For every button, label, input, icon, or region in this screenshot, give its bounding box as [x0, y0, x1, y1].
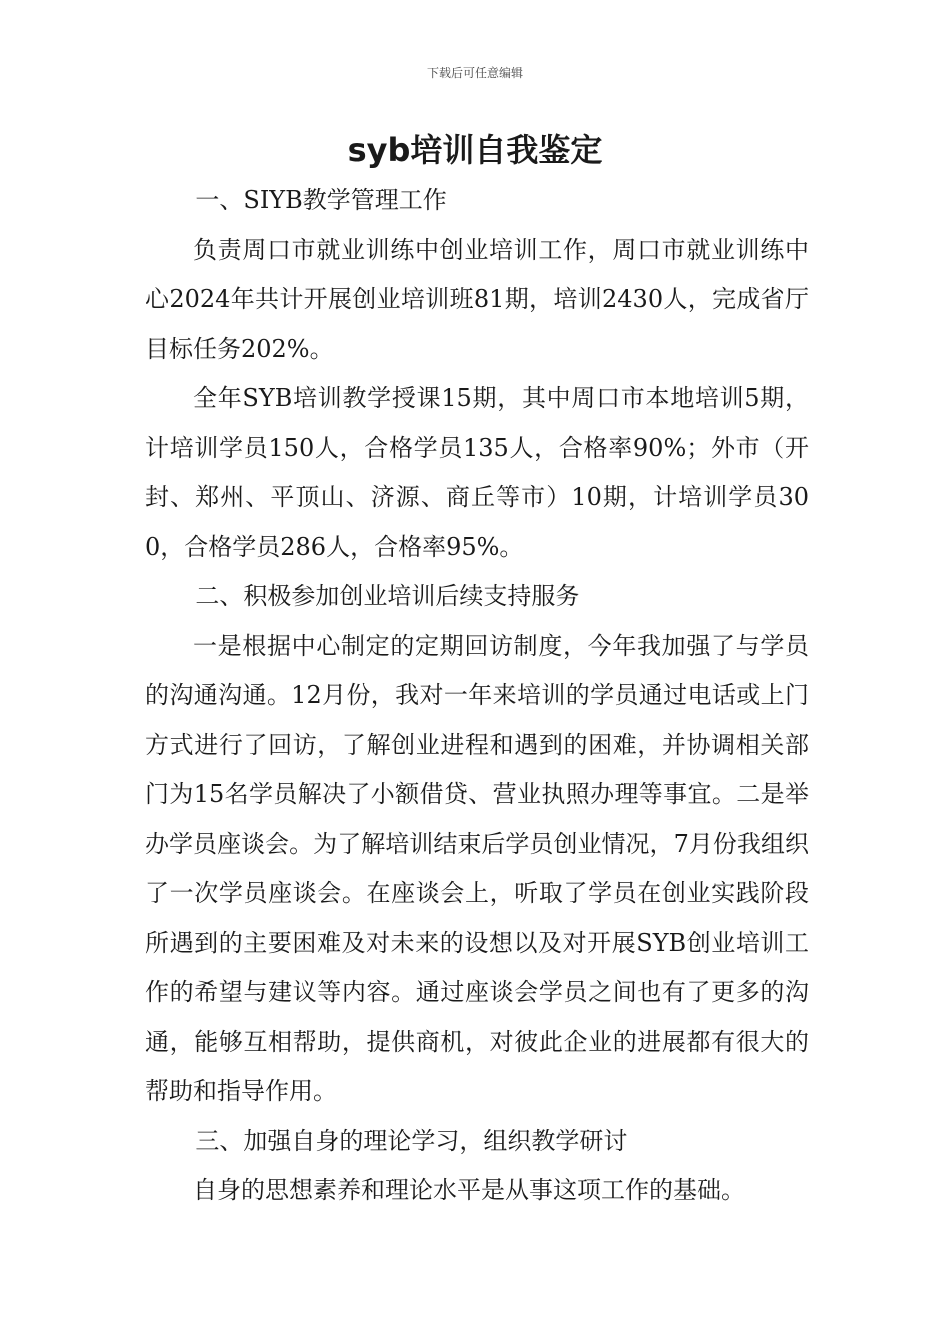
- header-note: 下载后可任意编辑: [426, 66, 523, 80]
- section-heading-3: 三、加强自身的理论学习，组织教学研讨: [195, 1126, 628, 1155]
- paragraph-1: 负责周口市就业训练中创业培训工作，周口市就业训练中心2024年共计开展创业培训班81期，培训2430人，完成省厅目标任务202%。: [145, 235, 809, 363]
- paragraph-4: 自身的思想素养和理论水平是从事这项工作的基础。: [193, 1176, 745, 1204]
- paragraph-2: 全年SYB培训教学授课15期，其中周口市本地培训5期，计培训学员150人，合格学员135人，合格率90%；外市（开封、郑州、平顶山、济源、商丘等市）10期，计培训学员300，合格学员286人，合格率95%。: [145, 384, 809, 561]
- document-title: syb培训自我鉴定: [347, 131, 603, 169]
- document-body: [145, 176, 809, 1216]
- section-heading-1: 一、SIYB教学管理工作: [195, 186, 447, 214]
- paragraph-3: 一是根据中心制定的定期回访制度，今年我加强了与学员的沟通沟通。12月份，我对一年来培训的学员通过电话或上门方式进行了回访，了解创业进程和遇到的困难，并协调相关部门为15名学员解决了小额借贷、营业执照办理等事宜。二是举办学员座谈会。为了解培训结束后学员创业情况，7月份我组织了一次学员座谈会。在座谈会上，听取了学员在创业实践阶段所遇到的主要困难及对未来的设想以及对开展SYB创业培训工作的希望与建议等内容。通过座谈会学员之间也有了更多的沟通，能够互相帮助，提供商机，对彼此企业的进展都有很大的帮助和指导作用。: [145, 631, 809, 1105]
- section-heading-2: 二、积极参加创业培训后续支持服务: [195, 582, 580, 610]
